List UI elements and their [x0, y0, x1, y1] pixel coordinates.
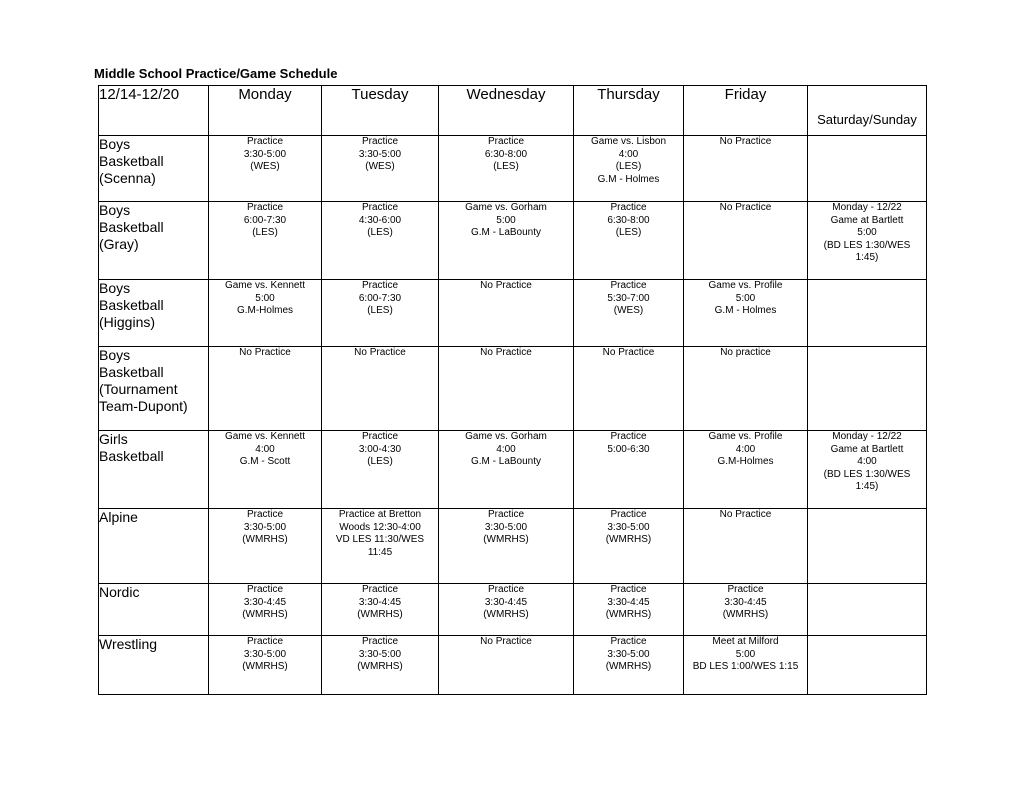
schedule-cell-thursday: No Practice	[574, 347, 684, 431]
schedule-cell-tuesday: Practice at Bretton Woods 12:30-4:00 VD LES 11:30/WES 11:45	[322, 509, 439, 584]
schedule-cell-wednesday: No Practice	[439, 636, 574, 695]
table-row	[99, 280, 927, 347]
table-row	[99, 509, 927, 584]
day-header-monday: Monday	[209, 86, 322, 136]
team-name: Boys Basketball (Tournament Team-Dupont)	[99, 347, 209, 431]
header-row	[99, 86, 927, 136]
table-row	[99, 584, 927, 636]
schedule-cell-monday: Practice 3:30-4:45 (WMRHS)	[209, 584, 322, 636]
schedule-cell-thursday: Practice 3:30-4:45 (WMRHS)	[574, 584, 684, 636]
team-name: Nordic	[99, 584, 209, 636]
day-header-tuesday: Tuesday	[322, 86, 439, 136]
schedule-cell-friday: No Practice	[684, 136, 808, 202]
schedule-cell-wednesday: No Practice	[439, 280, 574, 347]
schedule-cell-monday: Game vs. Kennett 4:00 G.M - Scott	[209, 431, 322, 509]
day-header-thursday: Thursday	[574, 86, 684, 136]
schedule-cell-friday: No Practice	[684, 202, 808, 280]
schedule-cell-friday: No practice	[684, 347, 808, 431]
schedule-cell-thursday: Practice 3:30-5:00 (WMRHS)	[574, 509, 684, 584]
schedule-cell-weekend	[808, 280, 927, 347]
schedule-cell-thursday: Practice 5:30-7:00 (WES)	[574, 280, 684, 347]
schedule-cell-monday: No Practice	[209, 347, 322, 431]
schedule-body	[99, 136, 927, 695]
team-name: Boys Basketball (Scenna)	[99, 136, 209, 202]
schedule-cell-friday: Game vs. Profile 5:00 G.M - Holmes	[684, 280, 808, 347]
schedule-cell-wednesday: Practice 6:30-8:00 (LES)	[439, 136, 574, 202]
day-header-weekend: Saturday/Sunday	[808, 86, 927, 136]
day-header-wednesday: Wednesday	[439, 86, 574, 136]
schedule-cell-friday: No Practice	[684, 509, 808, 584]
table-row	[99, 202, 927, 280]
team-name: Alpine	[99, 509, 209, 584]
schedule-cell-weekend	[808, 584, 927, 636]
team-name: Boys Basketball (Higgins)	[99, 280, 209, 347]
schedule-cell-monday: Practice 6:00-7:30 (LES)	[209, 202, 322, 280]
schedule-cell-wednesday: Game vs. Gorham 5:00 G.M - LaBounty	[439, 202, 574, 280]
date-range-header: 12/14-12/20	[99, 86, 209, 136]
schedule-cell-thursday: Practice 5:00-6:30	[574, 431, 684, 509]
schedule-cell-monday: Practice 3:30-5:00 (WMRHS)	[209, 509, 322, 584]
schedule-cell-monday: Game vs. Kennett 5:00 G.M-Holmes	[209, 280, 322, 347]
schedule-cell-tuesday: Practice 3:30-5:00 (WMRHS)	[322, 636, 439, 695]
schedule-cell-wednesday: Practice 3:30-5:00 (WMRHS)	[439, 509, 574, 584]
schedule-table	[98, 85, 927, 695]
schedule-cell-wednesday: No Practice	[439, 347, 574, 431]
table-row	[99, 136, 927, 202]
schedule-cell-thursday: Practice 6:30-8:00 (LES)	[574, 202, 684, 280]
schedule-cell-thursday: Practice 3:30-5:00 (WMRHS)	[574, 636, 684, 695]
schedule-cell-weekend	[808, 636, 927, 695]
schedule-cell-weekend	[808, 347, 927, 431]
schedule-cell-wednesday: Game vs. Gorham 4:00 G.M - LaBounty	[439, 431, 574, 509]
schedule-cell-tuesday: No Practice	[322, 347, 439, 431]
day-header-friday: Friday	[684, 86, 808, 136]
schedule-cell-weekend	[808, 509, 927, 584]
schedule-cell-thursday: Game vs. Lisbon 4:00 (LES) G.M - Holmes	[574, 136, 684, 202]
schedule-cell-tuesday: Practice 3:30-5:00 (WES)	[322, 136, 439, 202]
page-title: Middle School Practice/Game Schedule	[94, 66, 338, 81]
schedule-cell-weekend	[808, 136, 927, 202]
schedule-cell-wednesday: Practice 3:30-4:45 (WMRHS)	[439, 584, 574, 636]
team-name: Boys Basketball (Gray)	[99, 202, 209, 280]
schedule-cell-friday: Game vs. Profile 4:00 G.M-Holmes	[684, 431, 808, 509]
schedule-cell-weekend: Monday - 12/22 Game at Bartlett 4:00 (BD LES 1:30/WES 1:45)	[808, 431, 927, 509]
schedule-cell-friday: Meet at Milford 5:00 BD LES 1:00/WES 1:15	[684, 636, 808, 695]
schedule-cell-weekend: Monday - 12/22 Game at Bartlett 5:00 (BD LES 1:30/WES 1:45)	[808, 202, 927, 280]
schedule-cell-tuesday: Practice 3:00-4:30 (LES)	[322, 431, 439, 509]
schedule-cell-monday: Practice 3:30-5:00 (WES)	[209, 136, 322, 202]
team-name: Wrestling	[99, 636, 209, 695]
table-row	[99, 636, 927, 695]
table-row	[99, 347, 927, 431]
schedule-cell-friday: Practice 3:30-4:45 (WMRHS)	[684, 584, 808, 636]
table-row	[99, 431, 927, 509]
schedule-cell-tuesday: Practice 4:30-6:00 (LES)	[322, 202, 439, 280]
schedule-cell-tuesday: Practice 6:00-7:30 (LES)	[322, 280, 439, 347]
team-name: Girls Basketball	[99, 431, 209, 509]
schedule-cell-tuesday: Practice 3:30-4:45 (WMRHS)	[322, 584, 439, 636]
schedule-cell-monday: Practice 3:30-5:00 (WMRHS)	[209, 636, 322, 695]
